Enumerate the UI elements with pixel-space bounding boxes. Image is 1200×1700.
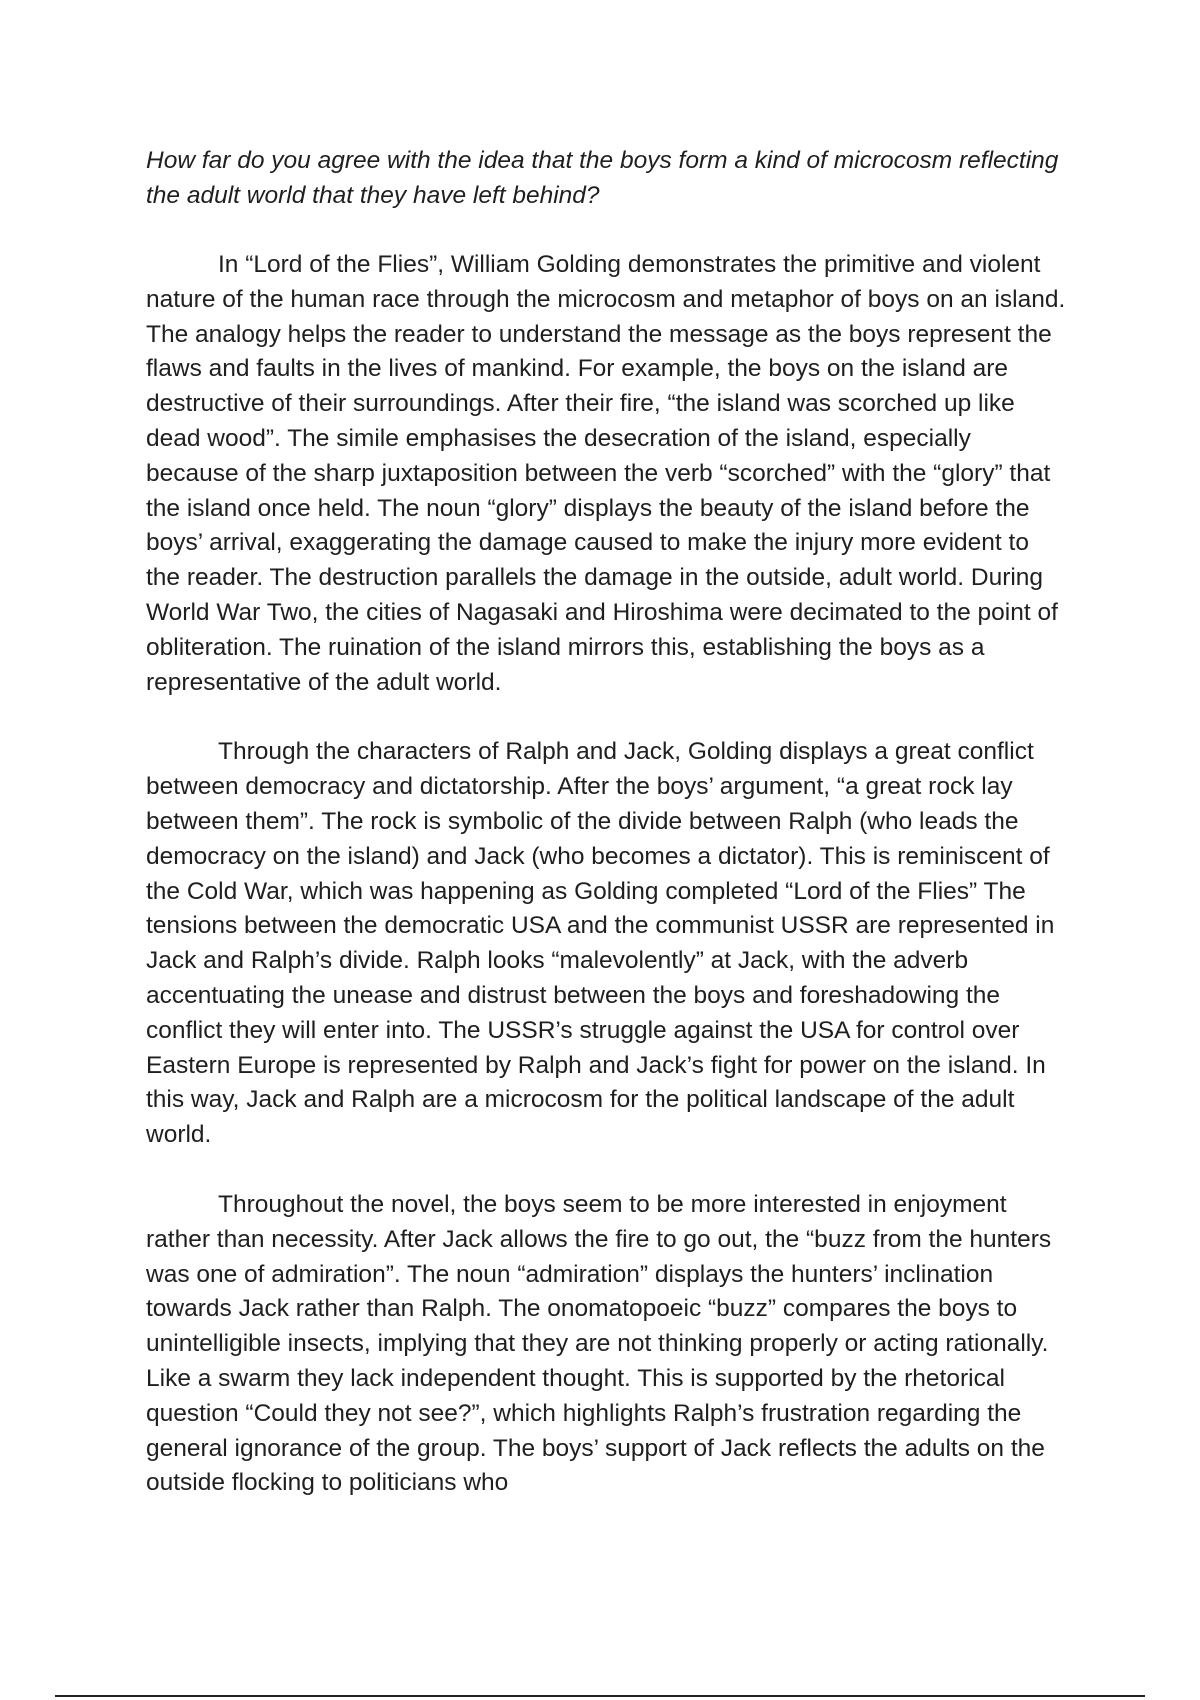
spacer: [146, 700, 1066, 735]
page-bottom-rule: [55, 1695, 1145, 1697]
essay-question: How far do you agree with the idea that the boys form a kind of microcosm reflecting the adult world that they have left behind?: [146, 147, 1059, 209]
essay-content: [146, 143, 1066, 1501]
spacer: [146, 1153, 1066, 1188]
essay-paragraph-1: In “Lord of the Flies”, William Golding demonstrates the primitive and violent nature of the human race through the microcosm and metaphor of boys on an island. The analogy helps the reader to understand the message as the boys represent the flaws and faults in the lives of mankind. For example, the boys on the island are destructive of their surroundings. After their fire, “the island was scorched up like dead wood”. The simile emphasises the desecration of the island, especially because of the sharp juxtaposition between the verb “scorched” with the “glory” that the island once held. The noun “glory” displays the beauty of the island before the boys’ arrival, exaggerating the damage caused to make the injury more evident to the reader. The destruction parallels the damage in the outside, adult world. During World War Two, the cities of Nagasaki and Hiroshima were decimated to the point of obliteration. The ruination of the island mirrors this, establishing the boys as a representative of the adult world.: [146, 251, 1066, 696]
essay-paragraph-3: Throughout the novel, the boys seem to be more interested in enjoyment rather than necessity. After Jack allows the fire to go out, the “buzz from the hunters was one of admiration”. The noun “admiration” displays the hunters’ inclination towards Jack rather than Ralph. The onomatopoeic “buzz” compares the boys to unintelligible insects, implying that they are not thinking properly or acting rationally. Like a swarm they lack independent thought. This is supported by the rhetorical question “Could they not see?”, which highlights Ralph’s frustration regarding the general ignorance of the group. The boys’ support of Jack reflects the adults on the outside flocking to politicians who: [146, 1190, 1052, 1497]
essay-paragraph-2: Through the characters of Ralph and Jack, Golding displays a great conflict between democracy and dictatorship. After the boys’ argument, “a great rock lay between them”. The rock is symbolic of the divide between Ralph (who leads the democracy on the island) and Jack (who becomes a dictator). This is reminiscent of the Cold War, which was happening as Golding completed “Lord of the Flies” The tensions between the democratic USA and the communist USSR are represented in Jack and Ralph’s divide. Ralph looks “malevolently” at Jack, with the adverb accentuating the unease and distrust between the boys and foreshadowing the conflict they will enter into. The USSR’s struggle against the USA for control over Eastern Europe is represented by Ralph and Jack’s fight for power on the island. In this way, Jack and Ralph are a microcosm for the political landscape of the adult world.: [146, 738, 1055, 1149]
spacer: [146, 213, 1066, 248]
